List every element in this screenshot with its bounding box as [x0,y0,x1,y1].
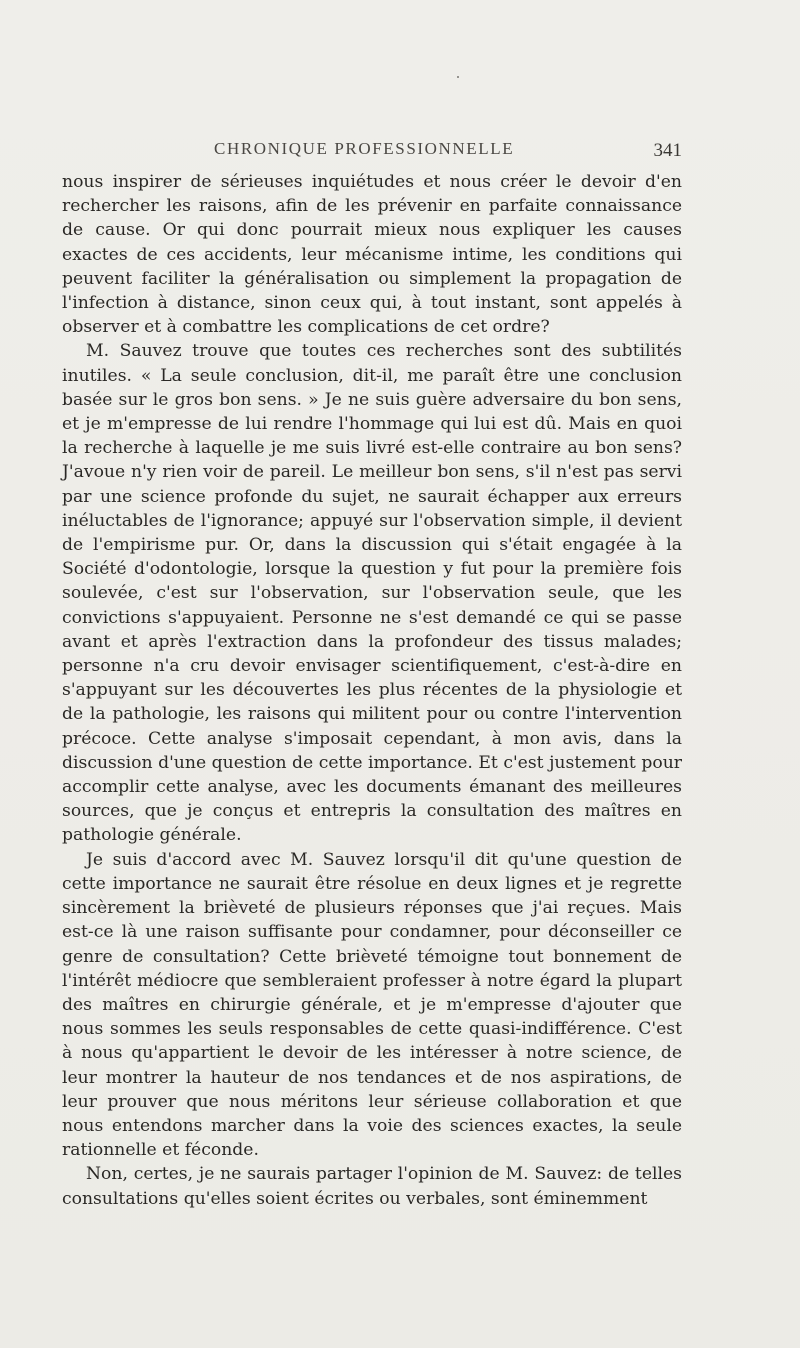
body-text [62,170,682,1211]
paragraph-sauvez-subtilites: M. Sauvez trouve que toutes ces recherches sont des subtilités inutiles. « La seule conclusion, dit-il, me paraît être une conclusion basée sur le gros bon sens. » Je ne suis guère adversaire du bon sens, et je m'empresse de lui rendre l'hommage qui lui est dû. Mais en quoi la recherche à laquelle je me suis livré est-elle contraire au bon sens? J'avoue n'y rien voir de pareil. Le meilleur bon sens, s'il n'est pas servi par une science profonde du sujet, ne saurait échapper aux erreurs inéluctables de l'ignorance; appuyé sur l'observation simple, il devient de l'empirisme pur. Or, dans la discussion qui s'était engagée à la Société d'odontologie, lorsque la question y fut pour la première fois soulevée, c'est sur l'observation, sur l'observation seule, que les convictions s'appuyaient. Personne ne s'est demandé ce qui se passe avant et après l'extraction dans la profondeur des tissus malades; personne n'a cru devoir envisager scientifiquement, c'est-à-dire en s'appuyant sur les découvertes les plus récentes de la physiologie et de la pathologie, les raisons qui militent pour ou contre l'intervention précoce. Cette analyse s'imposait cependant, à mon avis, dans la discussion d'une question de cette importance. Et c'est justement pour accomplir cette analyse, avec les documents émanant des meilleures sources, que je conçus et entrepris la consultation des maîtres en pathologie générale. [62,341,682,846]
paragraph-non-certes: Non, certes, je ne saurais partager l'opinion de M. Sauvez: de telles consultations qu'elles soient écrites ou verbales, sont éminemment [62,1164,682,1209]
paragraph-accord-sauvez: Je suis d'accord avec M. Sauvez lorsqu'il dit qu'une question de cette importance ne saurait être résolue en deux lignes et je regrette sincèrement la brièveté de plusieurs réponses que j'ai reçues. Mais est-ce là une raison suffisante pour condamner, pour déconseiller ce genre de consultation? Cette brièveté témoigne tout bonnement de l'intérêt médiocre que sembleraient professer à notre égard la plupart des maîtres en chirurgie générale, et je m'empresse d'ajouter que nous sommes les seuls responsables de cette quasi-indifférence. C'est à nous qu'appartient le devoir de les intéresser à notre science, de leur montrer la hauteur de nos tendances et de nos aspirations, de leur prouver que nous méritons leur sérieuse collaboration et que nous entendons marcher dans la voie des sciences exactes, la seule rationnelle et féconde. [62,849,682,1161]
paragraph-continuation: nous inspirer de sérieuses inquiétudes et nous créer le devoir d'en rechercher les raisons, afin de les prévenir en parfaite connaissance de cause. Or qui donc pourrait mieux nous expliquer les causes exactes de ces accidents, leur mécanisme intime, les conditions qui peuvent faciliter la généralisation ou simplement la propagation de l'infection à distance, sinon ceux qui, à tout instant, sont appelés à observer et à combattre les complications de cet ordre? [62,172,682,338]
running-title: CHRONIQUE PROFESSIONNELLE [214,139,515,158]
paper-speck [457,76,459,78]
page-number: 341 [653,140,682,161]
page-header [62,139,682,165]
